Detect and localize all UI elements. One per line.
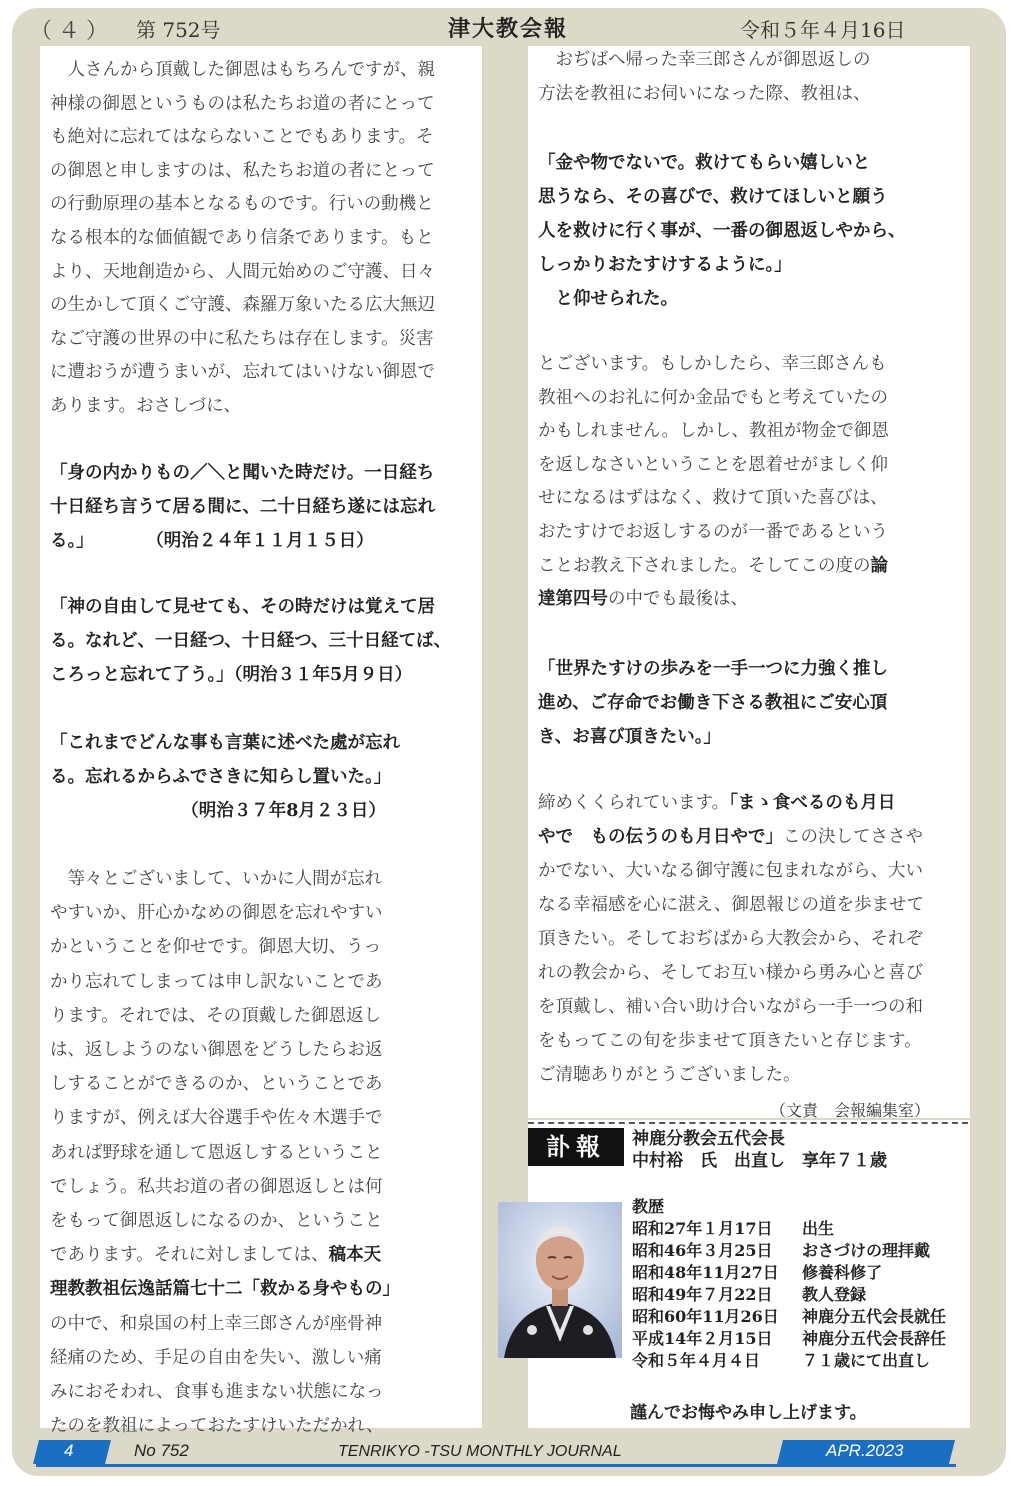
history-row: 令和５年４月４日 ７１歳にて出直し — [632, 1351, 931, 1370]
history-row: 昭和49年７月22日 教人登録 — [632, 1285, 867, 1304]
footer-issue: No 752 — [134, 1441, 189, 1460]
history-row: 昭和46年３月25日 おさづけの理拝戴 — [632, 1241, 931, 1260]
history-row: 昭和48年11月27日 修養科修了 — [632, 1263, 883, 1282]
footer-line — [36, 1464, 956, 1467]
history-row: 昭和27年１月17日 出生 — [632, 1219, 835, 1238]
quote-oyasama: 「金や物でないで。救けてもらい嬉しいと 思うなら、その喜びで、救けてほしいと願う 人を救けに行く事が、一番の御恩返しやから、 しっかりおたすけするように。」 と仰せられた。 — [538, 153, 906, 309]
divider — [528, 1122, 968, 1124]
condolence-message: 謹んでお悔やみ申し上げます。 — [630, 1403, 867, 1423]
newsletter-title: 津大教会報 — [448, 16, 569, 42]
anecdote-reference: 稿本天 — [328, 1245, 382, 1266]
left-paragraph-1: 人さんから頂戴した御恩はもちろんですが、親 神様の御恩というものは私たちお道の者にとって も絶対に忘れてはならないことでもあります。そ の御恩と申しますのは、私たちお道の者にとって の行動原理の基本となるものです。行いの動機と なる根本的な価値観であり信条であります。もと より、天地創造から、人間元始めのご守護、日々 の生かして頂くご守護、森羅万象いたる広大無辺 なご守護の世界の中に私たちは存在します。災害 に遭おうが遭うまいが、忘れてはいけない御恩で あります。おさしづに、 — [50, 60, 435, 416]
quote-osashizu-3: 「これまでどんな事も言葉に述べた處が忘れ る。忘れるからふでさきに知らし置いた。」 （明治３７年8月２３日） — [50, 733, 400, 821]
footer-page-number: 4 — [64, 1441, 74, 1460]
history-row: 昭和60年11月26日 神鹿分五代会長就任 — [632, 1307, 947, 1326]
page-marker: （４） — [30, 19, 115, 44]
career-history: 教歴 昭和27年１月17日 出生 昭和46年３月25日 おさづけの理拝戴 昭和48年11月27日 修養科修了 昭和49年７月22日 教人登録 昭和60年11月26日 神鹿分五代会長就任 平成14年２月15日 神鹿分五代会長辞任 令和５年４月４日 ７１歳にて出直し — [632, 1197, 947, 1370]
right-paragraph-3: 締めくくられています。「まゝ食べるのも月日 やで もの伝うのも月日やで」この決してささや かでない、大いなる御守護に包まれながら、大い なる幸福感を心に湛え、御恩報じの道を歩ませて 頂きたい。そしておぢばから大教会から、それぞ れの教会から、そしてお互い様から勇み心と喜び を頂戴し、補い合い助け合いながら一手一つの和 をもってこの旬を歩ませて頂きたいと存じます。 ご清聴ありがとうございました。 — [538, 793, 925, 1085]
obituary-heading: 神鹿分教会五代会長 中村裕 氏 出直し 享年７１歳 — [632, 1129, 887, 1171]
quote-osashizu-1: 「身の内かりもの／＼と聞いた時だけ。一日経ち 十日経ち言うて居る間に、二十日経ち遂には忘れ る。」 （明治２４年１１月１５日） — [50, 463, 435, 551]
rondatsu-reference: 達第四号 — [538, 589, 608, 610]
portrait-photo — [498, 1202, 622, 1358]
right-paragraph-1: おぢばへ帰った幸三郎さんが御恩返しの 方法を教祖にお伺いになった際、教祖は、 — [538, 50, 871, 104]
obituary-badge: 訃報 — [528, 1128, 624, 1166]
issue-number: 第 752号 — [136, 18, 221, 42]
right-paragraph-2: とございます。もしかしたら、幸三郎さんも 教祖へのお礼に何か金品でもと考えていたの かもしれません。しかし、教祖が物金で御恩 を返しなさいということを恩着せがましく仰 せになるはずはなく、救けて頂いた喜びは、 おたすけでお返しするのが一番であるという ことお教え下されました。そしてこの度の論 達第四号の中でも最後は、 — [538, 354, 890, 610]
issue-date: 令和５年４月16日 — [740, 18, 906, 42]
quote-osashizu-2: 「神の自由して見せても、その時だけは覚えて居 る。なれど、一日経つ、十日経つ、三十日経てば、 ころっと忘れて了う。」（明治３１年5月９日） — [50, 597, 452, 685]
quote-rondatsu: 「世界たすけの歩みを一手一つに力強く推し 進め、ご存命でお働き下さる教祖にご安心頂 き、お喜び頂きたい。」 — [538, 659, 888, 747]
history-row: 平成14年２月15日 神鹿分五代会長辞任 — [632, 1329, 947, 1348]
footer-journal-name: TENRIKYO -TSU MONTHLY JOURNAL — [338, 1443, 622, 1460]
footer-date: APR.2023 — [826, 1441, 904, 1460]
editor-credit: （文責 会報編集室） — [770, 1101, 931, 1120]
left-paragraph-2: 等々とございまして、いかに人間が忘れ やすいか、肝心かなめの御恩を忘れやすい かということを仰せです。御恩大切、うっ かり忘れてしまっては申し訳ないことであ ります。それでは、その頂戴した御恩返し は、返しようのない御恩をどうしたらお返 しすることができるのか、ということであ りますが、例えば大谷選手や佐々木選手で あれば野球を通して恩返しするということ でしょう。私共お道の者の御恩返しとは何 をもって御恩返しになるのか、ということ であります。それに対しましては、稿本天 理教教祖伝逸話篇七十二「救かる身やもの」 の中で、和泉国の村上幸三郎さんが座骨神 経痛のため、手足の自由を失い、激しい痛 みにおそわれ、食事も進まない状態になっ たのを教祖によっておたすけいただかれ、 — [50, 869, 400, 1437]
